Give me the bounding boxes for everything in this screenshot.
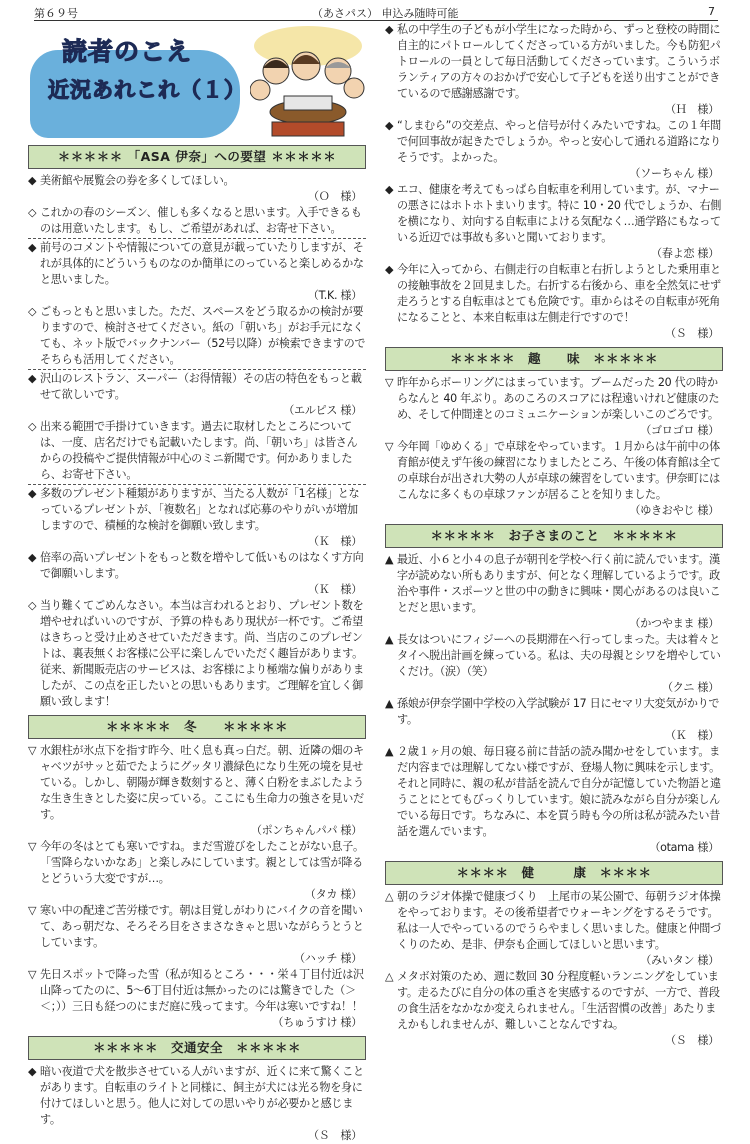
author: （ゆきおやじ 様） — [629, 504, 719, 517]
list-item: ▽ 水銀柱が氷点下を指す昨今、吐く息も真っ白だ。朝、近隣の畑のキャベツがサッと茹でたようにグッタリ濃緑色になり生死の境を見せている。しかし、朝陽が輝き数刻すると、薄く白粉をまぶしたような生き生きとした姿に戻っている。ここにも生命力の強さを見いだす。 — [28, 744, 364, 821]
author: （ゴロゴロ 様） — [640, 424, 719, 437]
title-main: 読者のこえ — [62, 37, 193, 66]
list-item: ◇ ごもっともと思いました。ただ、スペースをどう取るかの検討が要りますので、検討させてください。紙の「朝いち」がお手元になくても、ネット版でバックナンバー（52号以降）が検索できますのでそちらも活用してください。 — [28, 305, 366, 366]
author: （ちゅうすけ 様） — [272, 1016, 362, 1029]
list-item: ▽ 昨年からボーリングにはまっています。ブームだった 20 代の時からなんと 40 年ぶり。あのころのスコアには程遠いけれど健康のため、そして仲間達とのコミュニケーションが楽しいこのごろです。 — [385, 376, 720, 421]
left-column — [28, 22, 366, 1144]
title-sub: 近況あれこれ（１） — [48, 78, 246, 102]
list-item: ◆ エコ、健康を考えてもっぱら自転車を利用しています。が、マナーの悪さにはホトホトまいります。特に 10・20 代でしょうか、右側を横になり、対向する自転車によける気配なく…通学路にもなっている近辺では事故も多いと聞いております。 — [385, 183, 722, 244]
list-item: ◆ 今年に入ってから、右側走行の自転車と右折しようとした乗用車との接触事故を２回見ました。右折する右後から、車を全然気にせず走ろうとする自転車はとても危険です。車からはその自転車が死角になることと、本来自転車は左側走行ですので！ — [385, 263, 721, 324]
list-item: ▽ 今年岡「ゆめくる」で卓球をやっています。１月からは午前中の体育館が使えず午後の練習になりましたところ、午後の体育館は全ての卓球台が出され大勢の人が卓球の練習をしています。伊奈町にはこんなに多くもの卓球ファンが居ることを知りました。 — [385, 440, 721, 501]
list-item: △ 朝のラジオ体操で健康づくり 上尾市の某公園で、毎朝ラジオ体操をやっております。その後希望者でウォーキングをするそうです。私は一人でやっているのでうらやましく思いました。健康と仲間づくりのため、是非、伊奈も企画してほしいと思います。 — [385, 890, 721, 951]
right-column — [385, 22, 723, 1049]
readers-illustration-icon — [250, 26, 366, 138]
list-item: △ メタボ対策のため、週に数回 30 分程度軽いランニングをしています。走るたびに自分の体の重さを実感するのですが、一方で、普段の食生活をなかなか変えられません。「生活習慣の改善」あたりまえかもしれませんが、難しいことなんですね。 — [385, 970, 720, 1031]
list-item: ▽ 先日スポットで降った雪（私が知るところ・・・栄４丁目付近は沢山降ってたのに、5～6丁目付近は無かったのには驚きでした（＞＜；））三日も経つのにまだ庭に残ってます。今年は寒いですね！！ — [28, 968, 364, 1013]
section-header-winter: ＊＊＊＊＊ 冬 ＊＊＊＊＊ — [28, 715, 366, 739]
title-block — [28, 22, 366, 140]
divider — [28, 369, 366, 370]
author: （Ｋ 様） — [308, 583, 362, 596]
author: （ハッチ 様） — [294, 952, 362, 965]
author: （T.K. 様） — [307, 289, 362, 302]
page-number: 7 — [708, 5, 715, 18]
author: （クニ 様） — [662, 681, 719, 694]
author: （Ｋ 様） — [665, 729, 719, 742]
divider — [28, 484, 366, 485]
author: （otama 様） — [649, 841, 719, 854]
author: （Ｓ 様） — [665, 1034, 719, 1047]
list-item: ◆ 沢山のレストラン、スーパー（お得情報）その店の特色をもっと載せて欲しいです。 — [28, 372, 362, 401]
author: （かつやまま 様） — [629, 617, 719, 630]
list-item: ◆ 暗い夜道で犬を散歩させている人がいますが、近くに来て驚くことがあります。自転車のライトと同様に、飼主が犬には光る物を身に付けてほしいと思う。他人に対しての思いやりが必要かと感じます。 — [28, 1065, 364, 1126]
list-item: ▲ ２歳１ヶ月の娘、毎日寝る前に昔話の読み聞かせをしています。まだ内容までは理解してない様ですが、登場人物に興味を示します。それと同時に、親の私が昔話を読んで自分が記憶していた物語と違うことにとてもびっくりしています。娘に読みながら自分が楽しんでいる毎日です。ちなみに、本を買う時も今の所は私が読みたい昔話を選んでいます。 — [385, 745, 721, 838]
section-header-asa-ina: ＊＊＊＊＊ 「ASA 伊奈」への要望 ＊＊＊＊＊ — [28, 145, 366, 169]
section-header-health: ＊＊＊＊ 健 康 ＊＊＊＊ — [385, 861, 723, 885]
list-item: ◆ 倍率の高いプレゼントをもっと数を増やして低いものはなくす方向で御願いします。 — [28, 551, 364, 580]
list-item: ◆ “しまむら”の交差点、やっと信号が付くみたいですね。この１年間で何回事故が起きたでしょうか。やっと安心して通れる道路になりそうです。よかった。 — [385, 119, 721, 164]
list-item: ◇ 出来る範囲で手掛けていきます。過去に取材したところについては、一度、店名だけでも記載いたします。尚、「朝いち」は皆さんからの投稿やご提供情報が中心のミニ新聞です。何かありましたら、お寄せ下さい。 — [28, 420, 358, 481]
list-item: ◆ 美術館や展覧会の券を多くしてほしい。 — [28, 174, 235, 187]
author: （Ｏ 様） — [308, 190, 362, 203]
author: （エルピス 様） — [283, 404, 362, 417]
section-header-children: ＊＊＊＊＊ お子さまのこと ＊＊＊＊＊ — [385, 524, 723, 548]
list-item: ▲ 長女はついにフィジーへの長期滞在へ行ってしまった。夫は着々とタイへ脱出計画を練っている。私は、夫の母親とシワを増やしていくだけ。（涙）（笑） — [385, 633, 721, 678]
header-rule — [34, 20, 718, 21]
title-banner — [30, 37, 246, 138]
list-item: ◆ 多数のプレゼント種類がありますが、当たる人数が「1名様」となっているプレゼントが、「複数名」となれば応募のやりがいが増加しますので、積極的な検討を御願い致します。 — [28, 487, 360, 532]
author: （Ｈ 様） — [665, 103, 719, 116]
author: （Ｓ 様） — [308, 1129, 362, 1142]
section-header-traffic-safety: ＊＊＊＊＊ 交通安全 ＊＊＊＊＊ — [28, 1036, 366, 1060]
list-item: ▲ 孫娘が伊奈学園中学校の入学試験が 17 日にセマリ大変気がかりです。 — [385, 697, 720, 726]
divider — [28, 238, 366, 239]
author: （春よ恋 様） — [651, 247, 719, 260]
section-header-hobby: ＊＊＊＊＊ 趣 味 ＊＊＊＊＊ — [385, 347, 723, 371]
author: （ソーちゃん 様） — [629, 167, 719, 180]
author: （Ｓ 様） — [665, 327, 719, 340]
list-item: ▲ 最近、小６と小４の息子が朝刊を学校へ行く前に読んでいます。漢字が読めない所もありますが、何となく理解しているようです。政治や事件・スポーツと世の中の動きに興味・関心があるのは良いことだと思います。 — [385, 553, 721, 614]
list-item: ◆ 私の中学生の子どもが小学生になった時から、ずっと登校の時間に自主的にパトロールしてくださっている方がいました。今も防犯パトロールの一員として毎日活動してくださっています。こういうボランティアの方々のおかげで安心して子どもを送り出すことができているので感謝感謝です。 — [385, 23, 721, 100]
list-item: ▽ 今年の冬はとても寒いですね。まだ雪遊びをしたことがない息子。「雪降らないかなあ」と楽しみにしています。親としては雪が降るとどういう大変ですが…。 — [28, 840, 364, 885]
header-note: （あさパス） 申込み随時可能 — [312, 7, 459, 20]
list-item: ◆ 前号のコメントや情報についての意見が載っていたりしますが、それが具体的にどういうものなのか簡単にのっていると楽しめるかなと思いました。 — [28, 241, 364, 286]
author: （ポンちゃんパパ 様） — [250, 824, 362, 837]
author: （タカ 様） — [304, 888, 362, 901]
list-item: ◇ 当り難くてごめんなさい。本当は言われるとおり、プレゼント数を増やせればいいのですが、予算の枠もあり現状が一杯です。ご希望はきちっと受け止めさせていただきます。尚、当店のこのプレゼントは、裏表無くお客様に公平に楽しんでいただく趣旨があります。従来、新聞販売店のサービスは、お客様により極端な偏りがありましたが、この点を正したいとの思いもあります。ご理解を宜しく御願い致します！ — [28, 599, 364, 708]
author: （みいタン 様） — [640, 954, 719, 967]
list-item: ▽ 寒い中の配達ご苦労様です。朝は目覚しがわりにバイクの音を聞いて、あっ朝だな、そろそろ目をさまさなきゃと思いながらうとうとしています。 — [28, 904, 364, 949]
list-item: ◇ これかの春のシーズン、催しも多くなると思います。入手できるものは用意いたします。もし、ご希望があれば、お寄せ下さい。 — [28, 206, 362, 235]
page-header — [0, 0, 750, 20]
author: （Ｋ 様） — [308, 535, 362, 548]
issue-number: 第６９号 — [34, 7, 78, 20]
